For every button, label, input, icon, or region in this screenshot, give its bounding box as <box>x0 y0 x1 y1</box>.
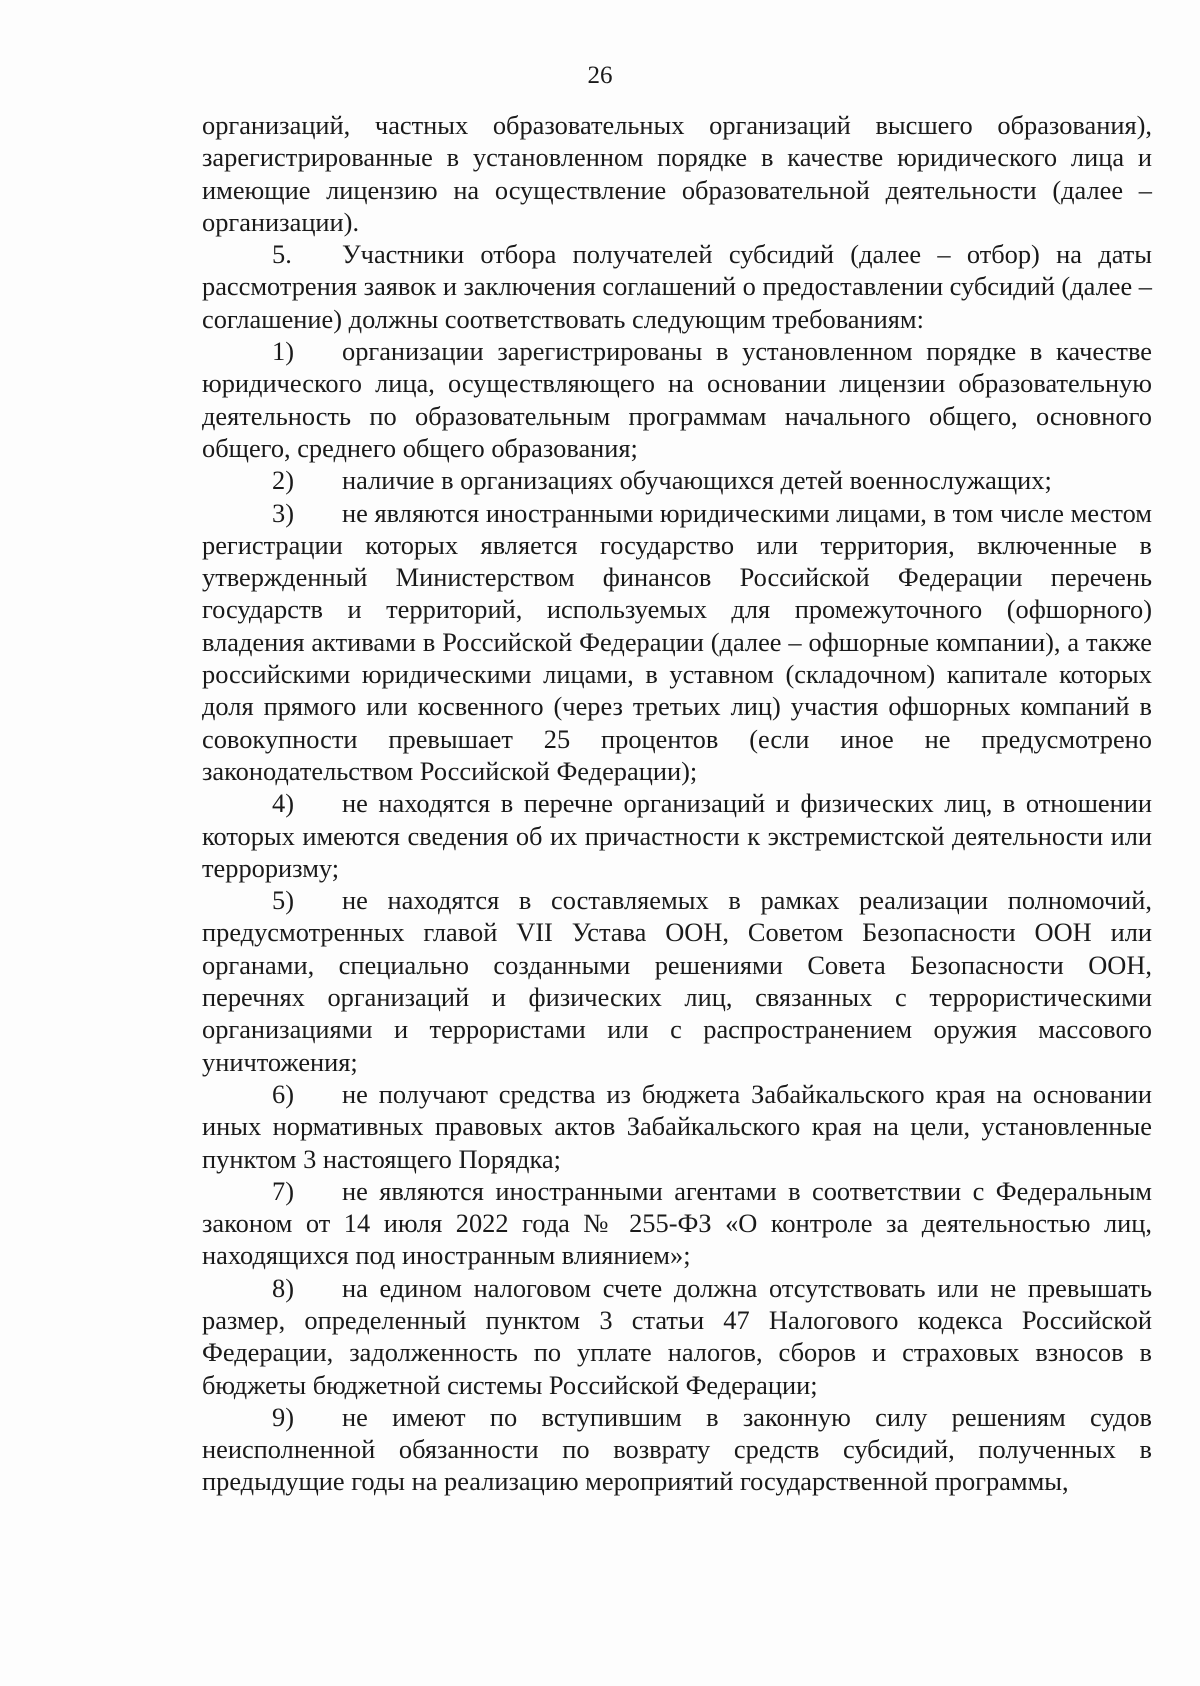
paragraph-text: не находятся в составляемых в рамках реализации полномочий, предусмотренных главой VII Устава ООН, Советом Безопасности ООН или органами, специально созданными решениями Совета Безопасности ООН, перечнях организаций и физических лиц, связанных с террористическими организациями и террористами или с распространением оружия массового уничтожения; <box>202 885 1152 1077</box>
document-body <box>202 109 1152 1498</box>
paragraph-text: организаций, частных образовательных организаций высшего образования), зарегистрированные в установленном порядке в качестве юридического лица и имеющие лицензию на осуществление образовательной деятельности (далее – организации). <box>202 110 1152 237</box>
paragraph-text: не являются иностранными юридическими лицами, в том числе местом регистрации которых является государство или территория, включенные в утвержденный Министерством финансов Российской Федерации перечень государств и территорий, используемых для промежуточного (офшорного) владения активами в Российской Федерации (далее – офшорные компании), а также российскими юридическими лицами, в уставном (складочном) капитале которых доля прямого или косвенного (через третьих лиц) участия офшорных компаний в совокупности превышает 25 процентов (если иное не предусмотрено законодательством Российской Федерации); <box>202 497 1152 786</box>
item-number: 9) <box>272 1401 294 1432</box>
item-number: 7) <box>272 1175 294 1206</box>
paragraph-text: организации зарегистрированы в установленном порядке в качестве юридического лица, осуществляющего на основании лицензии образовательную деятельность по образовательным программам начального общего, основного общего, среднего общего образования; <box>202 336 1152 463</box>
item-number: 3) <box>272 497 294 528</box>
paragraph-continuation <box>202 109 1152 238</box>
paragraph-text: наличие в организациях обучающихся детей военнослужащих; <box>342 465 1052 496</box>
item-number: 2) <box>272 465 294 496</box>
list-item-4 <box>202 787 1152 884</box>
list-item-6 <box>202 1078 1152 1175</box>
paragraph-text: не имеют по вступившим в законную силу решениям судов неисполненной обязанности по возврату средств субсидий, полученных в предыдущие годы на реализацию мероприятий государственной программы, <box>202 1401 1152 1497</box>
list-item-7 <box>202 1175 1152 1272</box>
paragraph-text: Участники отбора получателей субсидий (далее – отбор) на даты рассмотрения заявок и заключения соглашений о предоставлении субсидий (далее – соглашение) должны соответствовать следующим требованиям: <box>202 239 1152 334</box>
item-number: 8) <box>272 1272 294 1303</box>
paragraph-text: не находятся в перечне организаций и физических лиц, в отношении которых имеются сведения об их причастности к экстремистской деятельности или терроризму; <box>202 788 1152 883</box>
item-number: 5) <box>272 885 294 916</box>
item-number: 5. <box>272 239 292 270</box>
item-number: 6) <box>272 1078 294 1109</box>
paragraph-text: не являются иностранными агентами в соответствии с Федеральным законом от 14 июля 2022 года № 255-ФЗ «О контроле за деятельностью лиц, находящихся под иностранным влиянием»; <box>202 1175 1152 1271</box>
list-item-5 <box>202 884 1152 1078</box>
list-item-3 <box>202 497 1152 788</box>
paragraph-text: не получают средства из бюджета Забайкальского края на основании иных нормативных правовых актов Забайкальского края на цели, установленные пунктом 3 настоящего Порядка; <box>202 1078 1152 1174</box>
list-item-8 <box>202 1272 1152 1401</box>
list-item-2 <box>202 464 1152 496</box>
paragraph-item-5 <box>202 238 1152 335</box>
list-item-9 <box>202 1401 1152 1498</box>
page-number: 26 <box>587 62 613 89</box>
item-number: 4) <box>272 788 294 819</box>
paragraph-text: на едином налоговом счете должна отсутствовать или не превышать размер, определенный пунктом 3 статьи 47 Налогового кодекса Российской Федерации, задолженность по уплате налогов, сборов и страховых взносов в бюджеты бюджетной системы Российской Федерации; <box>202 1272 1152 1400</box>
item-number: 1) <box>272 336 294 367</box>
list-item-1 <box>202 335 1152 464</box>
